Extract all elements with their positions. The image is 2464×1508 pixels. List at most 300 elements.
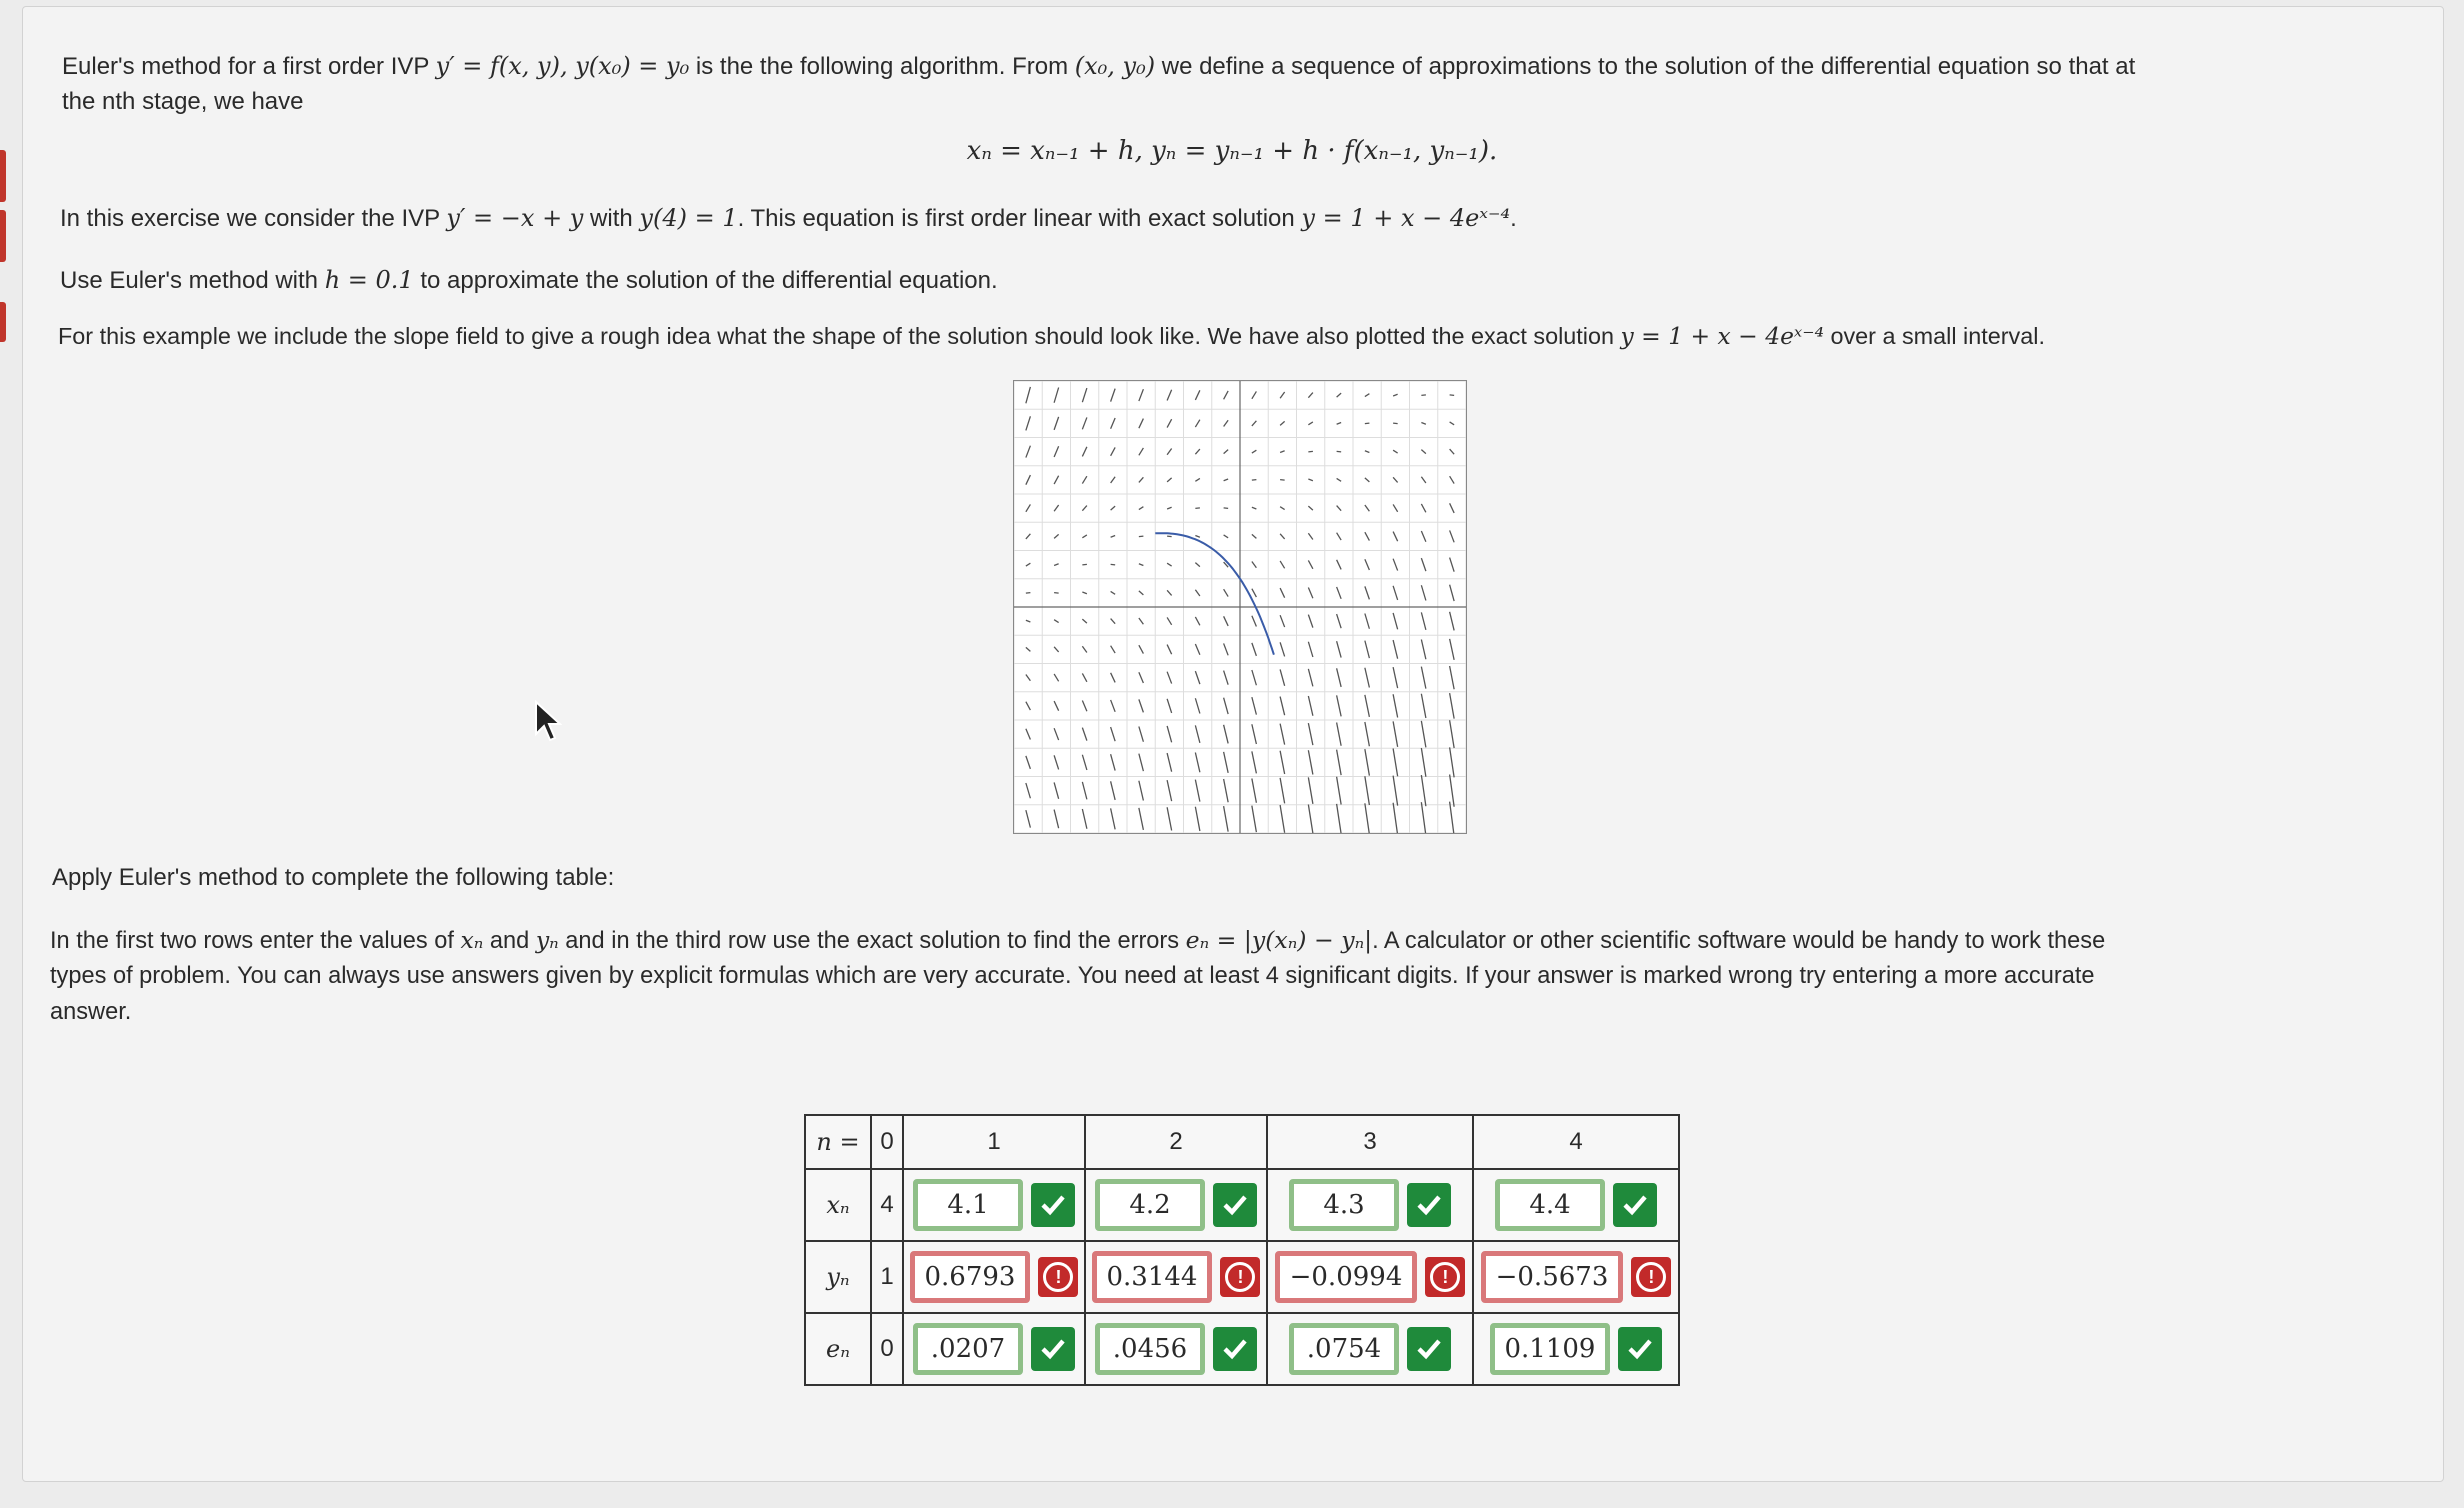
slope-segment	[1026, 446, 1031, 458]
slope-segment	[1252, 643, 1257, 656]
table-row-x	[805, 1169, 1679, 1241]
mouse-pointer-icon	[534, 700, 562, 749]
slope-segment	[1393, 423, 1398, 424]
checkmark-icon	[1618, 1327, 1662, 1371]
slope-segment	[1195, 725, 1200, 743]
slope-segment	[1252, 751, 1257, 773]
x2-answer-field[interactable]: 4.2	[1095, 1179, 1205, 1231]
y4-answer-field[interactable]: −0.5673	[1481, 1251, 1624, 1303]
exact-solution-curve	[1155, 533, 1274, 655]
slope-segment	[1421, 395, 1426, 396]
slope-segment	[1308, 696, 1313, 716]
checkmark-icon	[1407, 1327, 1451, 1371]
slope-segment	[1195, 420, 1200, 427]
slope-segment	[1252, 507, 1257, 509]
slope-segment	[1082, 476, 1087, 483]
slope-segment	[1139, 618, 1144, 624]
slope-segment	[1139, 477, 1144, 482]
slope-field-plot	[1013, 380, 1467, 834]
slope-segment	[1224, 508, 1229, 509]
slope-segment	[1421, 423, 1426, 425]
slope-segment	[1224, 535, 1229, 538]
slope-segment	[1365, 559, 1370, 570]
slope-segment	[1365, 478, 1370, 482]
slope-segment	[1280, 588, 1285, 598]
slope-segment	[1195, 671, 1200, 684]
slope-segment	[1365, 749, 1370, 776]
slope-segment	[1054, 728, 1059, 740]
e0-value: 0	[871, 1313, 903, 1385]
slope-segment	[1139, 448, 1144, 455]
slope-segment	[1082, 809, 1087, 829]
slope-segment	[1280, 451, 1285, 453]
slope-segment	[1167, 536, 1172, 537]
slope-segment	[1139, 645, 1144, 653]
y2-answer-field[interactable]: 0.3144	[1092, 1251, 1213, 1303]
n0-value: 0	[871, 1115, 903, 1169]
x1-answer-field[interactable]: 4.1	[913, 1179, 1023, 1231]
slope-segment	[1280, 697, 1285, 716]
slope-segment	[1252, 778, 1257, 802]
slope-segment	[1280, 778, 1285, 803]
slope-segment	[1365, 505, 1370, 511]
slope-segment	[1167, 699, 1172, 713]
slope-segment	[1111, 781, 1116, 800]
slope-segment	[1224, 589, 1229, 596]
slope-segment	[1139, 419, 1144, 429]
slope-segment	[1054, 674, 1059, 681]
slope-segment	[1082, 417, 1087, 429]
slope-segment	[1082, 619, 1087, 623]
slope-segment	[1224, 806, 1229, 831]
slope-segment	[1421, 477, 1426, 483]
slope-segment	[1167, 645, 1172, 655]
slope-segment	[1308, 393, 1313, 398]
slope-segment	[1393, 450, 1398, 453]
slope-segment	[1252, 806, 1257, 833]
slope-segment	[1393, 803, 1398, 833]
slope-segment	[1308, 642, 1313, 657]
slope-segment	[1082, 447, 1087, 457]
slope-segment	[1195, 644, 1200, 655]
slope-segment	[1224, 479, 1229, 481]
slope-segment	[1280, 724, 1285, 745]
slope-segment	[1167, 390, 1172, 401]
slope-segment	[1421, 558, 1426, 571]
slope-segment	[1082, 755, 1087, 770]
slope-segment	[1054, 810, 1059, 829]
slope-segment	[1393, 504, 1398, 511]
slope-segment	[1054, 701, 1059, 711]
slope-segment	[1082, 535, 1087, 538]
slope-segment	[1252, 697, 1257, 715]
slope-segment	[1337, 533, 1342, 540]
intro-paragraph-1-cont: the nth stage, we have	[62, 88, 304, 115]
slope-segment	[1280, 421, 1285, 425]
slope-segment	[1054, 593, 1059, 594]
slope-segment	[1365, 423, 1370, 424]
slope-segment	[1167, 419, 1172, 427]
slope-segment	[1308, 804, 1313, 833]
slope-segment	[1026, 702, 1031, 710]
x-label: xₙ	[805, 1169, 871, 1241]
slope-segment	[1308, 615, 1313, 628]
slope-segment	[1421, 450, 1426, 454]
apply-instructions-line3: answer.	[50, 999, 132, 1025]
slope-segment	[1082, 388, 1087, 402]
slope-segment	[1308, 777, 1313, 804]
slope-segment	[1308, 479, 1313, 481]
slope-segment	[1167, 672, 1172, 684]
slope-segment	[1450, 422, 1455, 425]
slope-segment	[1195, 449, 1200, 454]
slope-segment	[1054, 620, 1059, 623]
slope-segment	[1054, 476, 1059, 484]
slope-segment	[1167, 507, 1172, 509]
slope-segment	[1026, 534, 1031, 539]
slope-segment	[1450, 585, 1455, 601]
slope-segment	[1393, 394, 1398, 396]
slope-segment	[1054, 755, 1059, 769]
slope-segment	[1195, 508, 1200, 509]
slope-segment	[1450, 476, 1455, 483]
slope-segment	[1421, 612, 1426, 630]
step-size-instruction: Use Euler's method with h = 0.1 to approximate the solution of the differential equation.	[60, 266, 998, 294]
slope-segment	[1026, 593, 1031, 594]
slope-segment	[1195, 807, 1200, 831]
slope-segment	[1252, 391, 1257, 398]
slope-segment	[1252, 670, 1257, 685]
slope-segment	[1337, 560, 1342, 570]
slope-segment	[1450, 530, 1455, 542]
slope-segment	[1421, 667, 1426, 689]
n-col-3: 3	[1267, 1115, 1473, 1169]
slope-segment	[1026, 475, 1031, 485]
y3-answer-field[interactable]: −0.0994	[1275, 1251, 1418, 1303]
slope-segment	[1421, 775, 1426, 806]
slope-segment	[1450, 639, 1455, 660]
exclamation-circle-icon: !	[1425, 1257, 1465, 1297]
slope-segment	[1224, 391, 1229, 399]
slope-segment	[1421, 504, 1426, 512]
slope-segment	[1365, 776, 1370, 805]
slope-segment	[1167, 563, 1172, 566]
slope-segment	[1026, 729, 1031, 740]
slope-segment	[1393, 559, 1398, 571]
slope-segment	[1365, 641, 1370, 659]
slope-segment	[1224, 450, 1229, 454]
slope-segment	[1337, 777, 1342, 805]
slope-segment	[1054, 647, 1059, 652]
slope-segment	[1308, 560, 1313, 568]
slope-segment	[1139, 699, 1144, 712]
slope-segment	[1337, 451, 1342, 452]
slope-segment	[1139, 781, 1144, 801]
slope-segment	[1139, 536, 1144, 537]
slope-segment	[1450, 693, 1455, 718]
slope-segment	[1082, 506, 1087, 511]
e2-answer-field[interactable]: .0456	[1095, 1323, 1205, 1375]
slope-segment	[1111, 477, 1116, 483]
slope-segment	[1139, 507, 1144, 510]
slope-segment	[1365, 803, 1370, 833]
slope-segment	[1054, 534, 1059, 538]
slope-segment	[1111, 447, 1116, 455]
slope-segment	[1308, 723, 1313, 745]
slope-segment	[1308, 451, 1313, 452]
euler-formula: xₙ = xₙ₋₁ + h, yₙ = yₙ₋₁ + h · f(xₙ₋₁, yₙ₋₁).	[966, 136, 1498, 166]
checkmark-icon	[1213, 1183, 1257, 1227]
slope-segment	[1026, 387, 1031, 403]
slope-segment	[1252, 616, 1257, 627]
slope-segment	[1111, 591, 1116, 594]
slope-segment	[1337, 723, 1342, 746]
slope-segment	[1337, 393, 1342, 397]
slope-segment	[1139, 564, 1144, 566]
slope-segment	[1026, 756, 1031, 769]
exclamation-circle-icon: !	[1631, 1257, 1671, 1297]
slope-segment	[1252, 480, 1257, 481]
slope-segment	[1026, 504, 1031, 511]
slope-segment	[1450, 449, 1455, 454]
slope-segment	[1365, 394, 1370, 397]
e4-answer-field[interactable]: 0.1109	[1490, 1323, 1611, 1375]
slope-segment	[1421, 585, 1426, 600]
slope-segment	[1139, 672, 1144, 683]
slope-segment	[1450, 558, 1455, 572]
slope-segment	[1026, 620, 1031, 622]
slope-segment	[1082, 782, 1087, 800]
slope-segment	[1308, 422, 1313, 425]
exclamation-circle-icon: !	[1038, 1257, 1078, 1297]
x0-value: 4	[871, 1169, 903, 1241]
y0-value: 1	[871, 1241, 903, 1313]
slope-segment	[1450, 395, 1455, 396]
slope-segment	[1111, 536, 1116, 538]
slope-segment	[1280, 642, 1285, 656]
apply-instructions-line2: types of problem. You can always use answers given by explicit formulas which are very accurate. You need at least 4 significant digits. If your answer is marked wrong try entering a more accurate	[50, 963, 2095, 989]
exclamation-circle-icon: !	[1220, 1257, 1260, 1297]
slope-segment	[1450, 612, 1455, 631]
slope-segment	[1337, 668, 1342, 687]
slope-segment	[1139, 591, 1144, 595]
table-row-y	[805, 1241, 1679, 1313]
slope-segment	[1054, 564, 1059, 566]
apply-instructions-line1: In the first two rows enter the values of xₙ and yₙ and in the third row use the exact solution to find the errors eₙ = |y(xₙ) − yₙ|. A calculator or other scientific software would be handy to work these	[50, 926, 2106, 954]
slope-segment	[1026, 563, 1031, 566]
slope-segment	[1195, 590, 1200, 596]
slope-segment	[1139, 754, 1144, 772]
slope-segment	[1365, 668, 1370, 688]
slope-segment	[1308, 506, 1313, 510]
slope-segment	[1280, 805, 1285, 833]
slope-segment	[1365, 532, 1370, 540]
slope-segment	[1421, 748, 1426, 777]
slope-segment	[1195, 698, 1200, 713]
slope-segment	[1450, 666, 1455, 689]
slope-segment	[1450, 720, 1455, 748]
slope-segment	[1054, 505, 1059, 511]
table-row-e	[805, 1313, 1679, 1385]
slope-segment	[1111, 673, 1116, 683]
slope-segment	[1111, 506, 1116, 510]
slope-segment	[1139, 726, 1144, 741]
slope-segment	[1337, 695, 1342, 716]
slope-segment	[1280, 751, 1285, 774]
slope-segment	[1139, 808, 1144, 830]
slope-segment	[1421, 802, 1426, 833]
slope-segment	[1280, 561, 1285, 568]
apply-heading: Apply Euler's method to complete the following table:	[52, 864, 615, 891]
slope-segment	[1252, 589, 1257, 597]
slope-segment	[1252, 562, 1257, 568]
slope-segment	[1308, 533, 1313, 539]
slope-segment	[1082, 701, 1087, 712]
slope-segment	[1054, 446, 1059, 457]
slope-segment	[1393, 776, 1398, 806]
n-col-2: 2	[1085, 1115, 1267, 1169]
slope-segment	[1393, 694, 1398, 717]
checkmark-icon	[1213, 1327, 1257, 1371]
slope-segment	[1026, 416, 1031, 430]
slope-segment	[1393, 640, 1398, 659]
y1-answer-field[interactable]: 0.6793	[910, 1251, 1031, 1303]
slope-segment	[1337, 641, 1342, 657]
slope-segment	[1054, 387, 1059, 402]
e3-answer-field[interactable]: .0754	[1289, 1323, 1399, 1375]
slope-segment	[1082, 673, 1087, 681]
slope-segment	[1365, 451, 1370, 453]
slope-segment	[1393, 586, 1398, 600]
ivp-statement: In this exercise we consider the IVP y′ = −x + y with y(4) = 1. This equation is first order linear with exact solution y = 1 + x − 4eˣ⁻⁴.	[60, 204, 1517, 232]
slope-segment	[1111, 700, 1116, 712]
slope-segment	[1167, 590, 1172, 595]
slope-segment	[1252, 724, 1257, 744]
slope-segment	[1224, 725, 1229, 744]
checkmark-icon	[1031, 1327, 1075, 1371]
slope-segment	[1195, 617, 1200, 625]
slope-segment	[1421, 639, 1426, 659]
slope-segment	[1224, 779, 1229, 802]
slope-segment	[1195, 478, 1200, 481]
euler-table	[804, 1114, 1680, 1386]
y-label: yₙ	[805, 1241, 871, 1313]
slope-segment	[1280, 480, 1285, 481]
e1-answer-field[interactable]: .0207	[913, 1323, 1023, 1375]
n-col-4: 4	[1473, 1115, 1679, 1169]
slope-segment	[1450, 503, 1455, 513]
slope-segment	[1082, 564, 1087, 565]
slope-segment	[1195, 536, 1200, 538]
slope-segment	[1111, 389, 1116, 402]
slope-segment	[1365, 586, 1370, 599]
slope-segment	[1421, 531, 1426, 542]
slope-segment	[1082, 592, 1087, 594]
slope-segment	[1224, 643, 1229, 655]
slope-segment	[1026, 675, 1031, 681]
slope-segment	[1195, 390, 1200, 400]
slope-segment	[1026, 647, 1031, 651]
slope-segment	[1280, 669, 1285, 685]
slope-segment	[1393, 613, 1398, 629]
slope-segment	[1224, 616, 1229, 626]
slope-segment	[1337, 423, 1342, 425]
slope-field-description: For this example we include the slope field to give a rough idea what the shape of the solution should look like. We have also plotted the exact solution y = 1 + x − 4eˣ⁻⁴ over a small interval.	[58, 322, 2045, 350]
slope-segment	[1308, 588, 1313, 599]
slope-segment	[1054, 782, 1059, 798]
status-marker-bar	[0, 210, 6, 262]
slope-segment	[1421, 694, 1426, 718]
checkmark-icon	[1031, 1183, 1075, 1227]
slope-segment	[1308, 750, 1313, 774]
slope-segment	[1393, 749, 1398, 777]
slope-segment	[1224, 752, 1229, 773]
slope-segment	[1365, 695, 1370, 717]
slope-segment	[1280, 615, 1285, 627]
slope-segment	[1082, 646, 1087, 652]
checkmark-icon	[1407, 1183, 1451, 1227]
e-label: eₙ	[805, 1313, 871, 1385]
slope-segment	[1195, 563, 1200, 567]
slope-segment	[1337, 614, 1342, 628]
slope-segment	[1111, 418, 1116, 429]
table-row-n	[805, 1115, 1679, 1169]
x3-answer-field[interactable]: 4.3	[1289, 1179, 1399, 1231]
slope-segment	[1393, 721, 1398, 746]
slope-segment	[1111, 619, 1116, 624]
n-col-1: 1	[903, 1115, 1085, 1169]
slope-segment	[1393, 667, 1398, 688]
slope-segment	[1026, 810, 1031, 828]
slope-segment	[1224, 420, 1229, 426]
slope-segment	[1195, 780, 1200, 802]
slope-segment	[1450, 747, 1455, 777]
slope-segment	[1111, 808, 1116, 829]
slope-segment	[1337, 478, 1342, 481]
intro-paragraph-1: Euler's method for a first order IVP y′ = f(x, y), y(x₀) = y₀ is the the following algorithm. From (x₀, y₀) we define a sequence of approximations to the solution of the differential equation so that at	[62, 52, 2136, 80]
x4-answer-field[interactable]: 4.4	[1495, 1179, 1605, 1231]
slope-field-svg	[1014, 381, 1466, 833]
slope-segment	[1111, 754, 1116, 770]
slope-segment	[1393, 477, 1398, 482]
slope-segment	[1167, 478, 1172, 482]
slope-segment	[1337, 587, 1342, 599]
slope-segment	[1421, 721, 1426, 748]
slope-segment	[1167, 807, 1172, 830]
slope-segment	[1195, 752, 1200, 772]
slope-segment	[1167, 726, 1172, 742]
slope-segment	[1167, 449, 1172, 455]
slope-segment	[1026, 783, 1031, 798]
slope-segment	[1111, 727, 1116, 741]
slope-segment	[1337, 804, 1342, 833]
slope-segment	[1111, 564, 1116, 565]
slope-segment	[1252, 421, 1257, 426]
slope-segment	[1224, 698, 1229, 714]
n-label: n =	[805, 1115, 871, 1169]
slope-segment	[1280, 507, 1285, 510]
slope-segment	[1252, 450, 1257, 453]
slope-segment	[1167, 780, 1172, 801]
slope-segment	[1308, 669, 1313, 687]
slope-segment	[1280, 392, 1285, 398]
slope-segment	[1252, 534, 1257, 538]
slope-segment	[1111, 646, 1116, 653]
slope-segment	[1224, 671, 1229, 685]
slope-segment	[1337, 506, 1342, 511]
slope-segment	[1167, 617, 1172, 624]
status-marker-bar	[0, 302, 6, 342]
